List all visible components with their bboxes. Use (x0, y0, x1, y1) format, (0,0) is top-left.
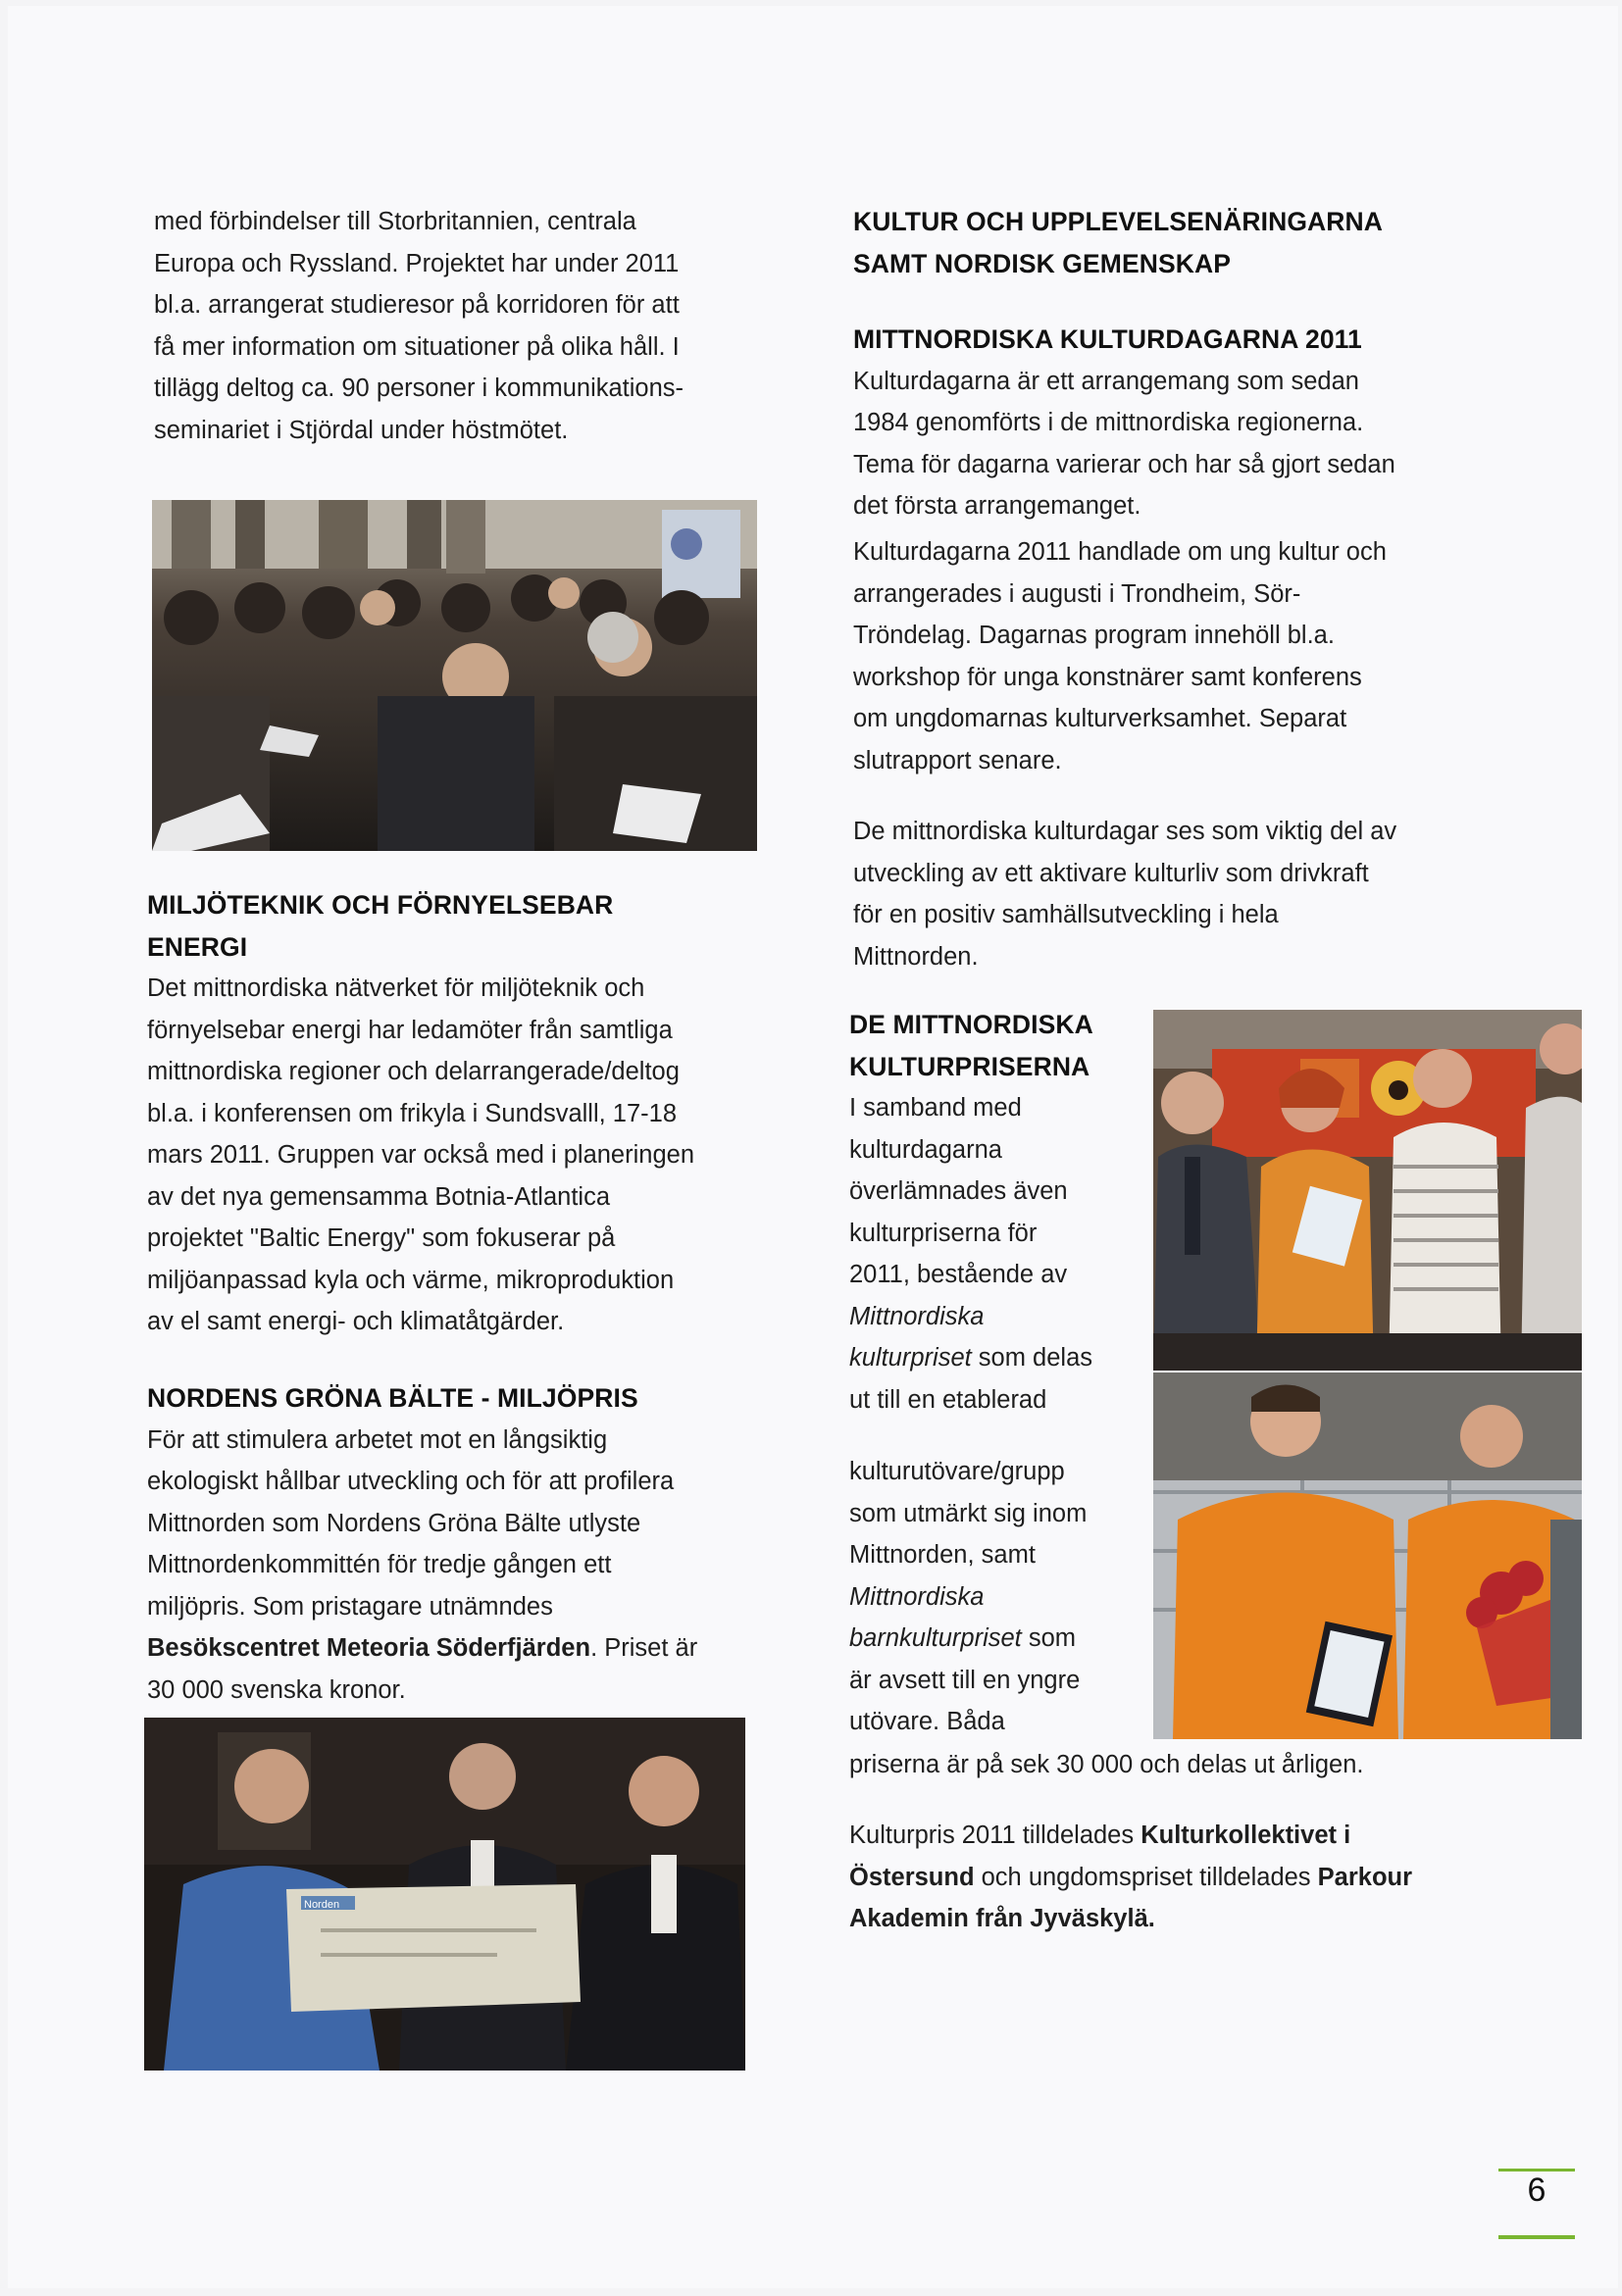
subsection-heading: MITTNORDISKA KULTURDAGARNA 2011 (853, 324, 1362, 354)
text-line: workshop för unga konstnärer samt konferens (853, 663, 1362, 691)
text-line: för en positiv samhällsutveckling i hela (853, 901, 1279, 928)
prize-name: kulturpriset (849, 1344, 972, 1372)
text-line: Tema för dagarna varierar och har så gjort sedan (853, 450, 1395, 478)
text-line: Kulturdagarna är ett arrangemang som sedan (853, 367, 1359, 395)
miljoteknik-section (147, 884, 755, 1343)
text-fragment: som delas (971, 1344, 1093, 1372)
kulturpriserna-last-line (849, 1744, 1555, 1786)
winner-name: Besökscentret Meteoria Söderfjärden (147, 1634, 591, 1662)
text-line: Mittnorden som Nordens Gröna Bälte utlyste (147, 1509, 641, 1537)
prize-name-line (849, 1296, 1153, 1338)
text-fragment: och ungdomspriset tilldelades (974, 1863, 1318, 1891)
prize-name: Mittnordiska (849, 1302, 985, 1330)
text-line (147, 1627, 755, 1670)
text-line: mittnordiska regioner och delarrangerade/deltog (147, 1058, 680, 1085)
prize-name-line (849, 1337, 1153, 1379)
text-line: Mittnorden. (853, 942, 979, 971)
text-line: 1984 genomförts i de mittnordiska regionerna. (853, 409, 1364, 436)
text-line: Det mittnordiska nätverket för miljöteknik och (147, 974, 645, 1002)
text-fragment: . Priset är (590, 1634, 698, 1662)
page-number: 6 (1527, 2171, 1546, 2209)
text-line: få mer information om situationer på olika håll. I (154, 332, 680, 361)
text-line (849, 1815, 1575, 1857)
text-line: 2011, bestående av (849, 1261, 1068, 1288)
section-heading: NORDENS GRÖNA BÄLTE - MILJÖPRIS (147, 1383, 638, 1413)
text-line: Kulturdagarna 2011 handlade om ung kultur och (853, 538, 1387, 566)
text-line: som utmärkt sig inom (849, 1499, 1088, 1527)
text-line: mars 2011. Gruppen var också med i planeringen (147, 1141, 694, 1169)
page-number-rule-bottom (1498, 2235, 1575, 2239)
kulturdagarna-paragraph-3 (853, 811, 1540, 977)
text-line: projektet "Baltic Energy" som fokuserar på (147, 1224, 616, 1252)
text-line: miljöpris. Som pristagare utnämndes (147, 1592, 553, 1621)
cheque-label: Norden (304, 1899, 340, 1911)
text-line: De mittnordiska kulturdagar ses som viktig del av (853, 818, 1397, 845)
text-line: kulturpriserna för (849, 1219, 1038, 1247)
winner-name: Akademin från Jyväskylä. (849, 1905, 1155, 1932)
text-line: Mittnordenkommittén för tredje gången ett (147, 1551, 612, 1578)
text-line: utveckling av ett aktivare kulturliv som drivkraft (853, 859, 1369, 887)
text-line: det första arrangemanget. (853, 492, 1141, 520)
text-line: ekologiskt hållbar utveckling och för att profilera (147, 1468, 675, 1495)
seminar-audience-photo (152, 500, 757, 851)
environment-prize-photo (144, 1718, 745, 2071)
text-line: För att stimulera arbetet mot en långsiktig (147, 1425, 608, 1454)
text-fragment: Kulturpris 2011 tilldelades (849, 1822, 1141, 1849)
winner-name: Parkour (1317, 1863, 1413, 1891)
intro-text (154, 201, 742, 451)
kulturpriserna-continued (849, 1451, 1153, 1743)
winner-name: Östersund (849, 1863, 975, 1891)
subsection-heading: DE MITTNORDISKA (849, 1010, 1093, 1039)
text-line: bl.a. i konferensen om frikyla i Sundsvalll, 17-18 (147, 1099, 678, 1127)
text-fragment: som (1021, 1624, 1077, 1652)
youth-prize-winners-photo (1153, 1373, 1582, 1739)
text-line: bl.a. arrangerat studieresor på korridoren för att (154, 291, 680, 319)
text-line: slutrapport senare. (853, 746, 1062, 774)
text-line: seminariet i Stjördal under höstmötet. (154, 416, 569, 444)
text-line: Europa och Ryssland. Projektet har under 2011 (154, 249, 680, 277)
winner-name: Kulturkollektivet i (1140, 1822, 1351, 1849)
kulturdagarna-section (853, 319, 1540, 527)
text-line: av el samt energi- och klimatåtgärder. (147, 1308, 565, 1335)
text-line: om ungdomarnas kulturverksamhet. Separat (853, 705, 1347, 732)
text-line: med förbindelser till Storbritannien, centrala (154, 208, 636, 235)
text-line: priserna är på sek 30 000 och delas ut årligen. (849, 1751, 1364, 1778)
section-heading: SAMT NORDISK GEMENSKAP (853, 248, 1232, 278)
text-line: 30 000 svenska kronor. (147, 1675, 406, 1704)
text-line: av det nya gemensamma Botnia-Atlantica (147, 1182, 610, 1211)
kulturdagarna-paragraph-2 (853, 531, 1540, 781)
text-line: miljöanpassad kyla och värme, mikroproduktion (147, 1266, 675, 1294)
grona-balte-section (147, 1377, 755, 1711)
culture-prize-winners-photo (1153, 1010, 1582, 1371)
text-line: förnyelsebar energi har ledamöter från samtliga (147, 1016, 673, 1044)
text-line: överlämnades även (849, 1177, 1068, 1205)
winners-paragraph (849, 1815, 1575, 1940)
text-line: är avsett till en yngre (849, 1666, 1081, 1694)
kulturpriserna-section (849, 1004, 1153, 1421)
text-line: arrangerades i augusti i Trondheim, Sör- (853, 579, 1301, 608)
text-line: ut till en etablerad (849, 1385, 1047, 1414)
text-line: I samband med (849, 1094, 1022, 1122)
section-heading: MILJÖTEKNIK OCH FÖRNYELSEBAR (147, 890, 614, 920)
text-line: utövare. Båda (849, 1708, 1005, 1735)
kultur-main-heading (853, 201, 1540, 284)
text-line: Mittnorden, samt (849, 1541, 1036, 1569)
text-line: Tröndelag. Dagarnas program innehöll bl.a. (853, 622, 1335, 649)
prize-name-line (849, 1576, 1153, 1619)
prize-name: barnkulturpriset (849, 1624, 1022, 1652)
text-line: tillägg deltog ca. 90 personer i kommunikations- (154, 374, 684, 402)
text-line: kulturdagarna (849, 1135, 1002, 1164)
section-heading: KULTUR OCH UPPLEVELSENÄRINGARNA (853, 207, 1383, 236)
prize-name: Mittnordiska (849, 1582, 985, 1611)
prize-name-line (849, 1618, 1153, 1660)
subsection-heading: KULTURPRISERNA (849, 1051, 1090, 1081)
section-heading: ENERGI (147, 931, 248, 962)
text-line (849, 1857, 1575, 1899)
text-line: kulturutövare/grupp (849, 1458, 1065, 1485)
